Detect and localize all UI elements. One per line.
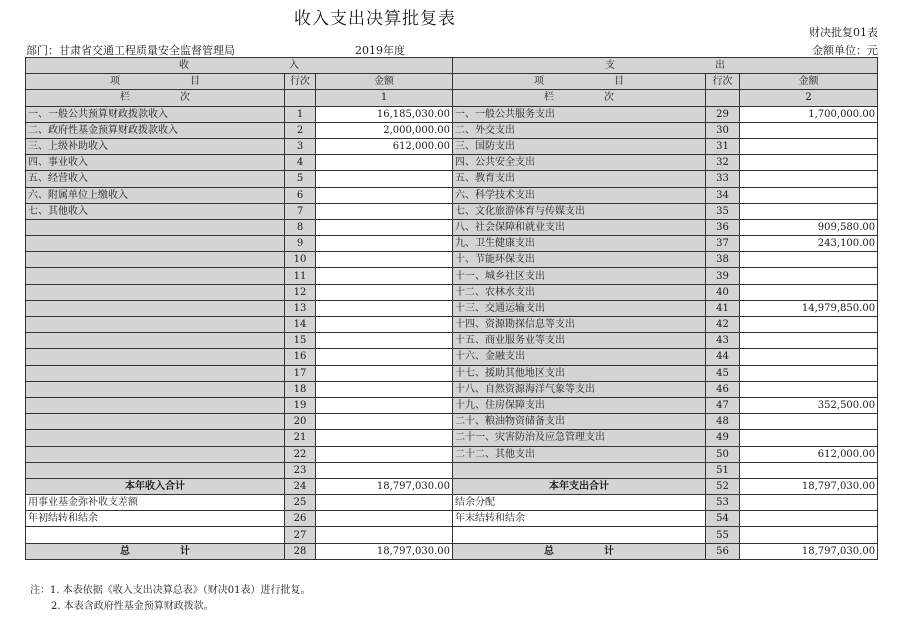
expense-row-number: 35	[706, 203, 740, 219]
department-label: 部门：甘肃省交通工程质量安全监督管理局	[26, 44, 235, 57]
income-row-number: 23	[285, 462, 316, 478]
expense-item-label: 十、节能环保支出	[453, 252, 706, 268]
expense-amount	[740, 187, 878, 203]
table-row	[26, 187, 878, 203]
expense-amount	[740, 155, 878, 171]
expense-amount	[740, 268, 878, 284]
expense-item-label: 七、文化旅游体育与传媒支出	[453, 203, 706, 219]
expense-amount	[740, 381, 878, 397]
expense-item-label: 十八、自然资源海洋气象等支出	[453, 381, 706, 397]
income-row-number: 14	[285, 317, 316, 333]
expense-row-number: 42	[706, 317, 740, 333]
table-row	[26, 268, 878, 284]
income-grand-total-amount: 18,797,030.00	[316, 543, 453, 559]
income-amount	[316, 203, 453, 219]
income-amount	[316, 381, 453, 397]
expense-amount: 243,100.00	[740, 236, 878, 252]
header-row-section	[26, 58, 878, 74]
expense-total-label: 本年支出合计	[453, 478, 706, 494]
expense-column-index: 2	[740, 90, 878, 106]
footnotes	[30, 583, 310, 615]
expense-amount: 352,500.00	[740, 397, 878, 413]
income-row-number: 16	[285, 349, 316, 365]
income-row-number: 13	[285, 300, 316, 316]
income-amount	[316, 414, 453, 430]
income-row-number: 22	[285, 446, 316, 462]
expense-row-number: 46	[706, 381, 740, 397]
table-row	[26, 284, 878, 300]
table-row	[26, 171, 878, 187]
expense-amount	[740, 317, 878, 333]
income-row-number: 25	[285, 495, 316, 511]
income-item-label	[26, 219, 285, 235]
expense-amount	[740, 138, 878, 154]
income-amount	[316, 365, 453, 381]
expense-row-number: 34	[706, 187, 740, 203]
table-row	[26, 252, 878, 268]
income-row-number: 5	[285, 171, 316, 187]
income-amount	[316, 495, 453, 511]
expense-item-label: 十四、资源勘探信息等支出	[453, 317, 706, 333]
header-row-columns	[26, 74, 878, 90]
expense-item-label: 四、公共安全支出	[453, 155, 706, 171]
income-expense-table	[25, 57, 878, 560]
income-grand-total-row-number: 28	[285, 543, 316, 559]
income-item-label: 一、一般公共预算财政拨款收入	[26, 106, 285, 122]
income-item-label: 六、附属单位上缴收入	[26, 187, 285, 203]
table-row	[26, 333, 878, 349]
income-amount	[316, 300, 453, 316]
expense-item-label: 十三、交通运输支出	[453, 300, 706, 316]
income-section-header: 收 入	[26, 58, 453, 74]
expense-item-label: 八、社会保障和就业支出	[453, 219, 706, 235]
table-row	[26, 414, 878, 430]
expense-amount	[740, 430, 878, 446]
income-amount	[316, 317, 453, 333]
income-item-label	[26, 381, 285, 397]
income-item-label: 四、事业收入	[26, 155, 285, 171]
expense-amount	[740, 414, 878, 430]
expense-column-label: 栏 次	[453, 90, 706, 106]
table-row	[26, 236, 878, 252]
income-amount	[316, 397, 453, 413]
expense-item-header: 项 目	[453, 74, 706, 90]
expense-row-number: 44	[706, 349, 740, 365]
expense-amount	[740, 284, 878, 300]
table-row	[26, 462, 878, 478]
income-item-label	[26, 333, 285, 349]
income-amount	[316, 171, 453, 187]
income-item-label	[26, 349, 285, 365]
income-row-number: 1	[285, 106, 316, 122]
expense-amount	[740, 252, 878, 268]
expense-item-label: 一、一般公共服务支出	[453, 106, 706, 122]
income-amount	[316, 268, 453, 284]
expense-item-label: 十七、援助其他地区支出	[453, 365, 706, 381]
expense-row-number: 39	[706, 268, 740, 284]
table-row	[26, 430, 878, 446]
income-item-label	[26, 462, 285, 478]
expense-amount	[740, 511, 878, 527]
table-row	[26, 511, 878, 527]
expense-item-label: 十五、商业服务业等支出	[453, 333, 706, 349]
income-row-number: 4	[285, 155, 316, 171]
expense-item-label: 十二、农林水支出	[453, 284, 706, 300]
income-item-label	[26, 446, 285, 462]
expense-row-number: 41	[706, 300, 740, 316]
income-row-number: 21	[285, 430, 316, 446]
table-row	[26, 527, 878, 543]
income-amount	[316, 446, 453, 462]
expense-total-amount: 18,797,030.00	[740, 478, 878, 494]
expense-row-number: 54	[706, 511, 740, 527]
income-row-number: 8	[285, 219, 316, 235]
income-amount	[316, 462, 453, 478]
income-amount	[316, 511, 453, 527]
income-item-label	[26, 284, 285, 300]
income-column-index: 1	[316, 90, 453, 106]
table-row	[26, 106, 878, 122]
expense-row-number: 32	[706, 155, 740, 171]
expense-total-row-number: 52	[706, 478, 740, 494]
expense-amount	[740, 122, 878, 138]
table-row	[26, 138, 878, 154]
expense-grand-total-label: 总 计	[453, 543, 706, 559]
income-row-number: 17	[285, 365, 316, 381]
table-row	[26, 495, 878, 511]
income-item-label	[26, 300, 285, 316]
page-title: 收入支出决算批复表	[294, 9, 456, 29]
income-item-header: 项 目	[26, 74, 285, 90]
income-item-label	[26, 397, 285, 413]
expense-item-label: 二十、粮油物资储备支出	[453, 414, 706, 430]
expense-amount	[740, 527, 878, 543]
expense-item-label: 二、外交支出	[453, 122, 706, 138]
expense-row-number: 48	[706, 414, 740, 430]
income-amount	[316, 527, 453, 543]
expense-item-label: 年末结转和结余	[453, 511, 706, 527]
income-row-number: 2	[285, 122, 316, 138]
table-row	[26, 155, 878, 171]
income-rowno-blank	[285, 90, 316, 106]
income-amount	[316, 187, 453, 203]
expense-item-label	[453, 527, 706, 543]
table-row	[26, 381, 878, 397]
income-total-label: 本年收入合计	[26, 478, 285, 494]
expense-item-label: 结余分配	[453, 495, 706, 511]
expense-amount	[740, 171, 878, 187]
expense-row-number: 30	[706, 122, 740, 138]
income-item-label: 二、政府性基金预算财政拨款收入	[26, 122, 285, 138]
total-row	[26, 478, 878, 494]
income-item-label: 五、经营收入	[26, 171, 285, 187]
expense-grand-total-amount: 18,797,030.00	[740, 543, 878, 559]
expense-item-label: 十一、城乡社区支出	[453, 268, 706, 284]
income-total-amount: 18,797,030.00	[316, 478, 453, 494]
form-number: 财决批复01表	[809, 26, 878, 39]
expense-rowno-header: 行次	[706, 74, 740, 90]
expense-row-number: 31	[706, 138, 740, 154]
expense-row-number: 47	[706, 397, 740, 413]
income-amount	[316, 236, 453, 252]
expense-item-label: 十六、金融支出	[453, 349, 706, 365]
expense-grand-total-row-number: 56	[706, 543, 740, 559]
income-row-number: 26	[285, 511, 316, 527]
income-row-number: 6	[285, 187, 316, 203]
expense-row-number: 43	[706, 333, 740, 349]
expense-row-number: 38	[706, 252, 740, 268]
expense-item-label: 五、教育支出	[453, 171, 706, 187]
expense-row-number: 49	[706, 430, 740, 446]
expense-row-number: 55	[706, 527, 740, 543]
expense-amount	[740, 365, 878, 381]
income-column-label: 栏 次	[26, 90, 285, 106]
income-grand-total-label: 总 计	[26, 543, 285, 559]
expense-amount	[740, 333, 878, 349]
income-row-number: 27	[285, 527, 316, 543]
income-item-label	[26, 252, 285, 268]
income-item-label: 三、上级补助收入	[26, 138, 285, 154]
table-row	[26, 122, 878, 138]
income-amount	[316, 219, 453, 235]
income-total-row-number: 24	[285, 478, 316, 494]
income-amount	[316, 349, 453, 365]
fiscal-year: 2019年度	[355, 44, 405, 57]
footnote-2: 2. 本表含政府性基金预算财政拨款。	[51, 601, 214, 612]
table-row	[26, 446, 878, 462]
expense-amount	[740, 349, 878, 365]
expense-row-number: 45	[706, 365, 740, 381]
expense-row-number: 37	[706, 236, 740, 252]
expense-rowno-blank	[706, 90, 740, 106]
expense-row-number: 53	[706, 495, 740, 511]
expense-row-number: 33	[706, 171, 740, 187]
income-item-label	[26, 236, 285, 252]
income-amount	[316, 155, 453, 171]
income-amount	[316, 284, 453, 300]
expense-section-header: 支 出	[453, 58, 878, 74]
income-row-number: 18	[285, 381, 316, 397]
expense-amount	[740, 495, 878, 511]
expense-row-number: 29	[706, 106, 740, 122]
income-row-number: 3	[285, 138, 316, 154]
income-item-label	[26, 430, 285, 446]
expense-item-label: 六、科学技术支出	[453, 187, 706, 203]
grand-total-row	[26, 543, 878, 559]
income-row-number: 19	[285, 397, 316, 413]
income-row-number: 7	[285, 203, 316, 219]
income-row-number: 11	[285, 268, 316, 284]
income-item-label: 年初结转和结余	[26, 511, 285, 527]
table-row	[26, 219, 878, 235]
income-item-label	[26, 317, 285, 333]
expense-amount	[740, 203, 878, 219]
income-item-label	[26, 365, 285, 381]
income-amount	[316, 252, 453, 268]
expense-row-number: 40	[706, 284, 740, 300]
income-amount-header: 金额	[316, 74, 453, 90]
footnote-1: 注：1. 本表依据《收入支出决算总表》（财决01表）进行批复。	[30, 585, 311, 596]
header-row-column-index	[26, 90, 878, 106]
income-row-number: 9	[285, 236, 316, 252]
table-row	[26, 397, 878, 413]
expense-row-number: 51	[706, 462, 740, 478]
income-rowno-header: 行次	[285, 74, 316, 90]
amount-unit: 金额单位：元	[812, 44, 878, 57]
expense-item-label: 二十一、灾害防治及应急管理支出	[453, 430, 706, 446]
income-row-number: 20	[285, 414, 316, 430]
income-item-label	[26, 527, 285, 543]
income-item-label	[26, 268, 285, 284]
table-row	[26, 203, 878, 219]
expense-item-label: 十九、住房保障支出	[453, 397, 706, 413]
income-item-label: 用事业基金弥补收支差额	[26, 495, 285, 511]
income-item-label	[26, 414, 285, 430]
expense-amount: 14,979,850.00	[740, 300, 878, 316]
income-row-number: 10	[285, 252, 316, 268]
table-row	[26, 300, 878, 316]
table-row	[26, 349, 878, 365]
income-row-number: 12	[285, 284, 316, 300]
income-amount	[316, 333, 453, 349]
expense-item-label: 三、国防支出	[453, 138, 706, 154]
income-row-number: 15	[285, 333, 316, 349]
expense-amount: 612,000.00	[740, 446, 878, 462]
income-amount: 16,185,030.00	[316, 106, 453, 122]
expense-item-label	[453, 462, 706, 478]
expense-amount: 1,700,000.00	[740, 106, 878, 122]
income-amount	[316, 430, 453, 446]
expense-row-number: 50	[706, 446, 740, 462]
table-row	[26, 317, 878, 333]
income-amount: 2,000,000.00	[316, 122, 453, 138]
expense-item-label: 九、卫生健康支出	[453, 236, 706, 252]
expense-amount: 909,580.00	[740, 219, 878, 235]
expense-amount-header: 金额	[740, 74, 878, 90]
table-row	[26, 365, 878, 381]
expense-row-number: 36	[706, 219, 740, 235]
income-amount: 612,000.00	[316, 138, 453, 154]
income-item-label: 七、其他收入	[26, 203, 285, 219]
expense-item-label: 二十二、其他支出	[453, 446, 706, 462]
expense-amount	[740, 462, 878, 478]
